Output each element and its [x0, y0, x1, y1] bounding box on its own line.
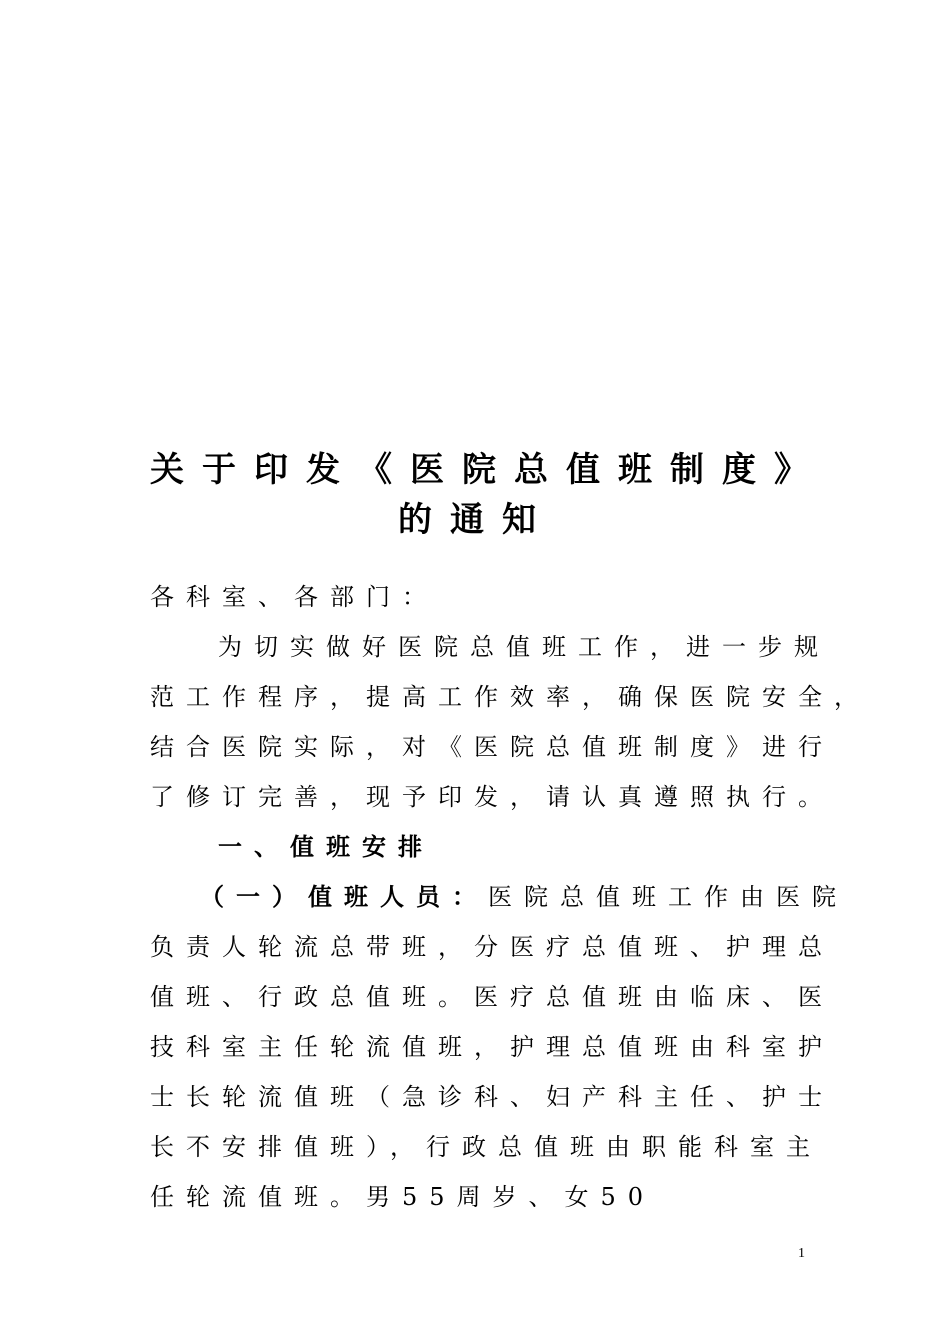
subsection-first-text: 医院总值班工作由医院 — [488, 883, 848, 911]
document-title-line-1: 关于印发《医院总值班制度》 — [150, 450, 826, 490]
intro-line-1: 为切实做好医院总值班工作，进一步规 — [218, 633, 830, 661]
section-heading: 一、值班安排 — [218, 833, 434, 861]
intro-line-2: 范工作程序，提高工作效率，确保医院安全， — [150, 683, 870, 711]
subsection-first-line — [200, 880, 860, 914]
body-line: 技科室主任轮流值班，护理总值班由科室护 — [150, 1033, 834, 1061]
subsection-label: （一）值班人员： — [200, 883, 488, 911]
page-number: 1 — [798, 1246, 805, 1261]
intro-line-4: 了修订完善，现予印发，请认真遵照执行。 — [150, 783, 834, 811]
body-line: 值班、行政总值班。医疗总值班由临床、医 — [150, 983, 834, 1011]
body-line: 任轮流值班。男55周岁、女50 — [150, 1183, 656, 1211]
salutation: 各科室、各部门： — [150, 583, 438, 611]
body-line: 长不安排值班），行政总值班由职能科室主 — [150, 1133, 822, 1161]
intro-line-3: 结合医院实际，对《医院总值班制度》进行 — [150, 733, 834, 761]
body-line: 负责人轮流总带班，分医疗总值班、护理总 — [150, 933, 834, 961]
document-title-line-2: 的通知 — [398, 500, 554, 540]
body-line: 士长轮流值班（急诊科、妇产科主任、护士 — [150, 1083, 834, 1111]
